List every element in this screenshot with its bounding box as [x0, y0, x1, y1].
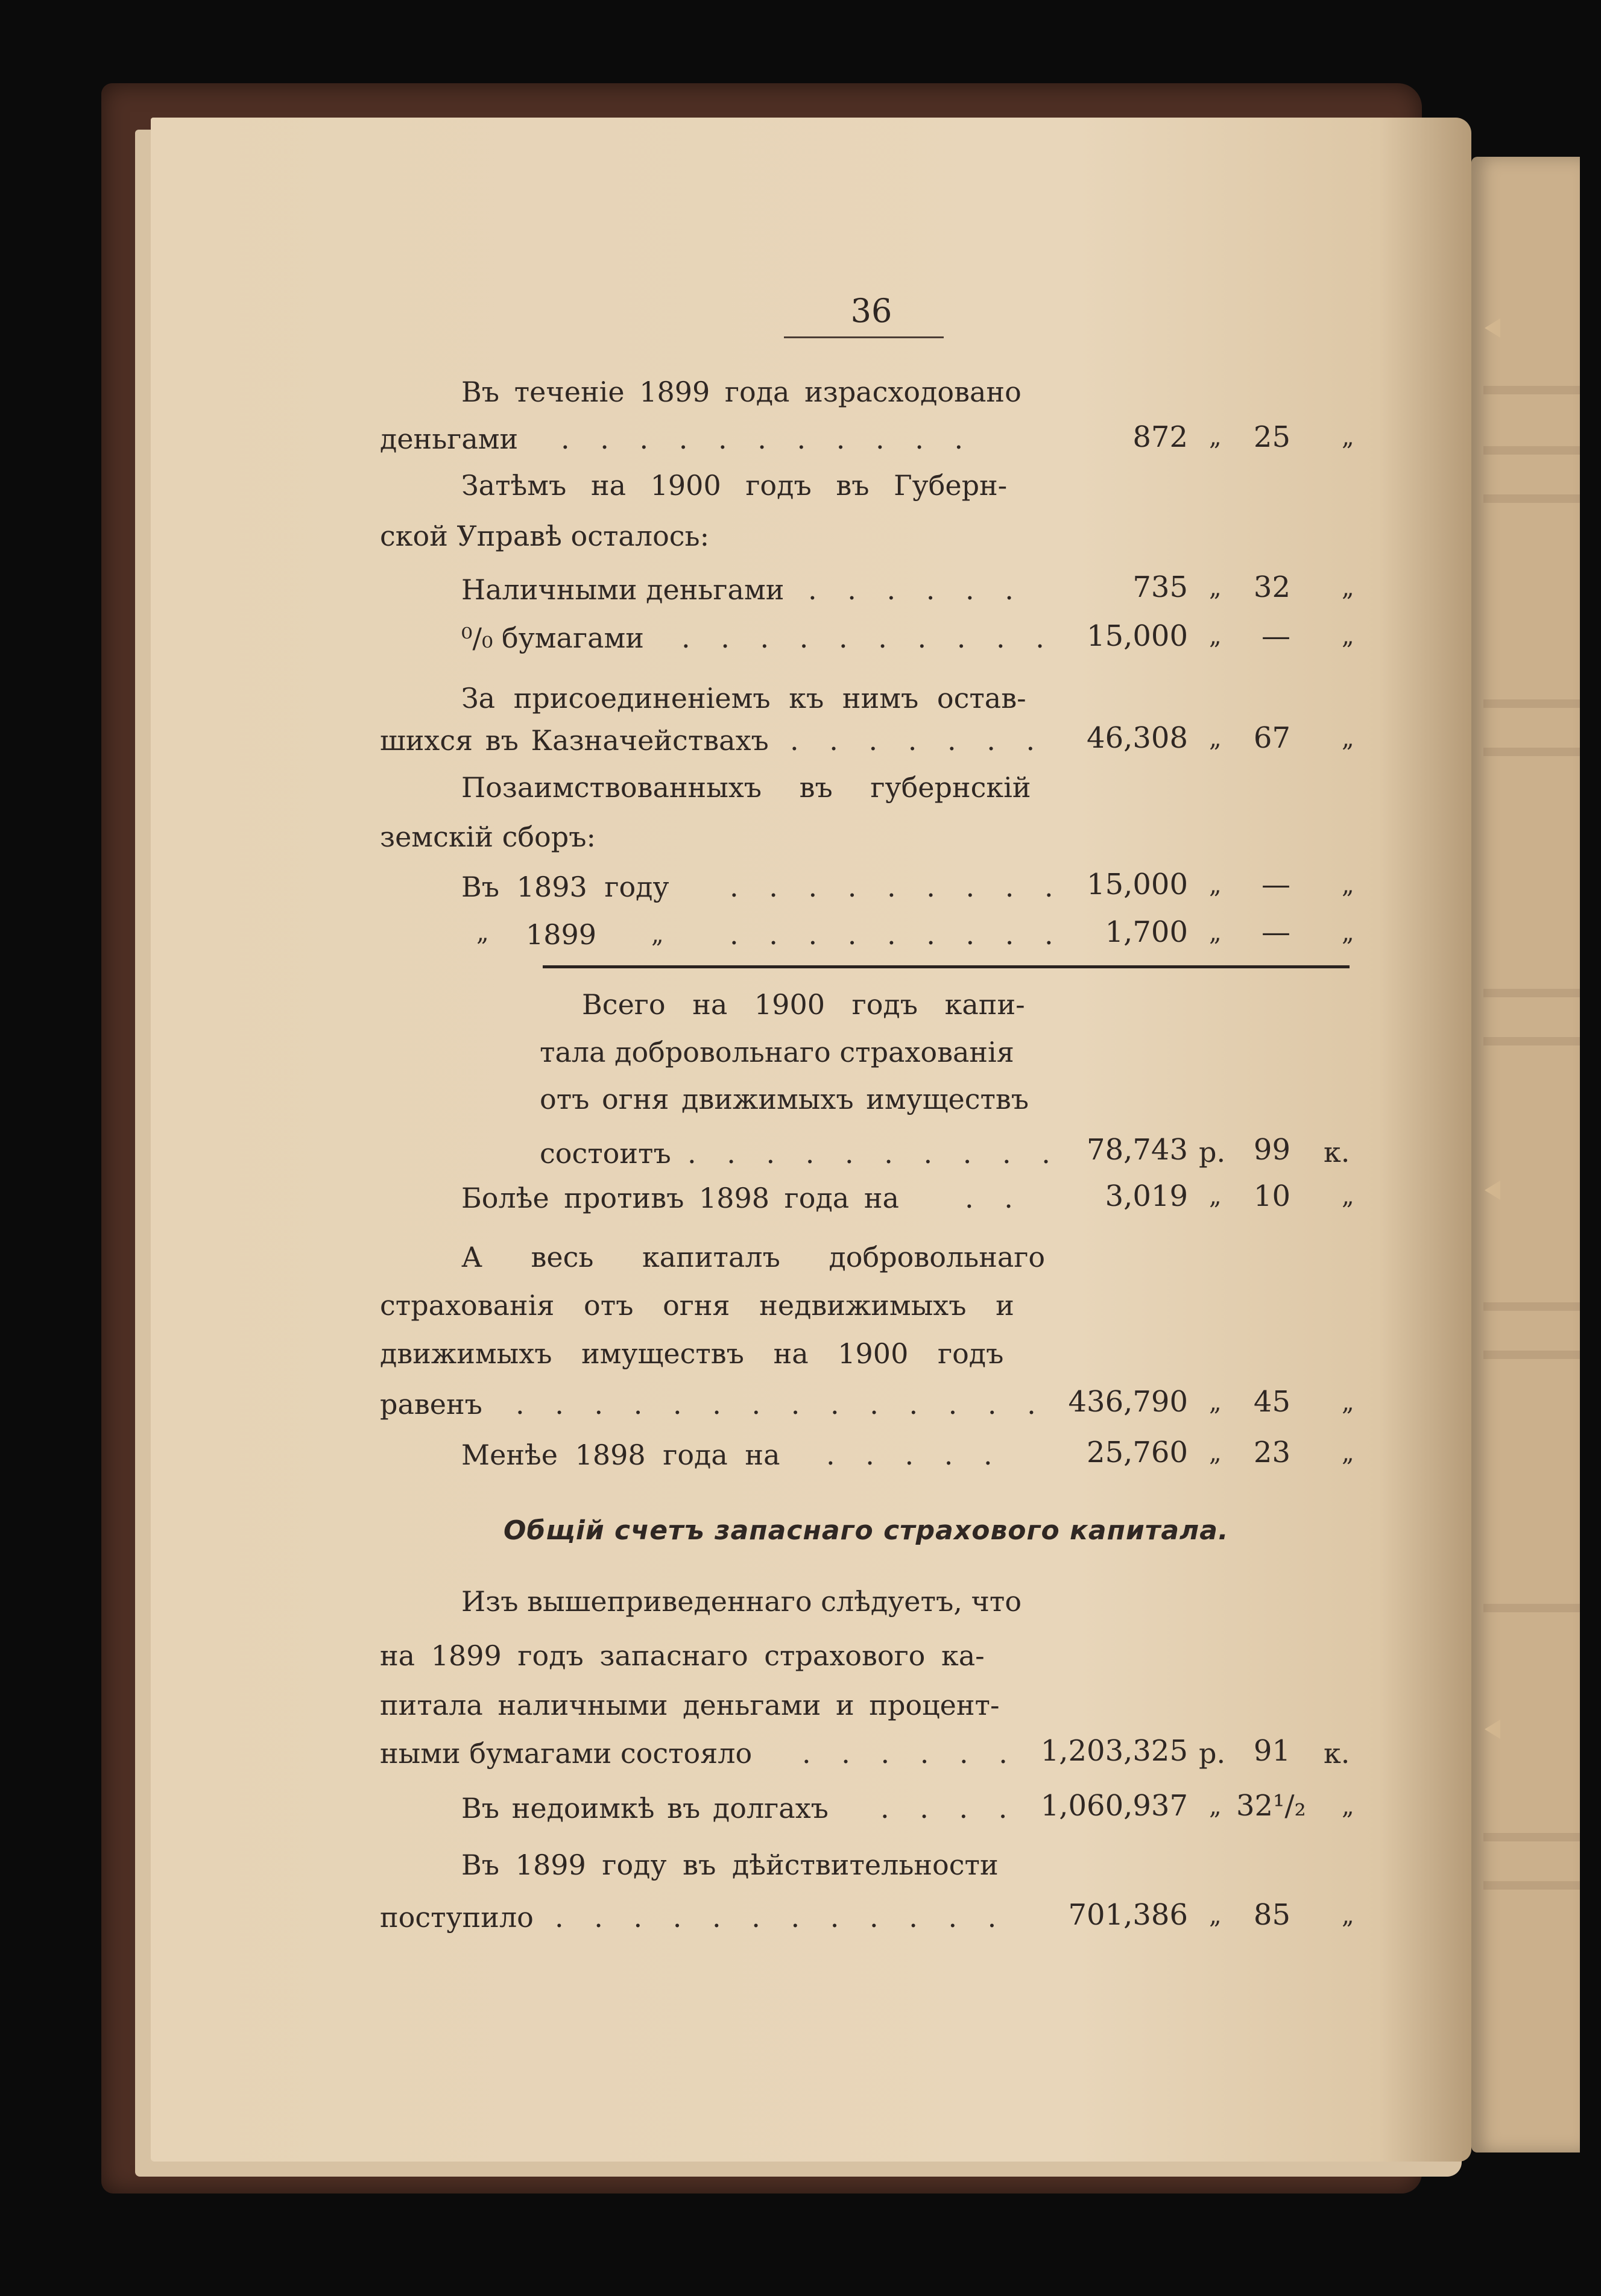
row-1893-sep: „: [1209, 871, 1222, 899]
row-1899-sep: „: [1209, 919, 1222, 947]
dot-leader: . . . . . . . . . . . .: [555, 1901, 1008, 1934]
row-arrears-sep: „: [1209, 1793, 1222, 1820]
dot-leader: . .: [965, 1182, 1024, 1214]
capital-line1: А весь капиталъ добровольнаго: [461, 1241, 1046, 1273]
page-number-rule: [784, 336, 944, 338]
dot-leader: . . . . . .: [808, 573, 1025, 606]
para2-line1: Затѣмъ на 1900 годъ въ Губерн-: [461, 469, 1008, 502]
sum-rule: [543, 965, 1350, 968]
dot-leader: . . . . . . . . . .: [687, 1137, 1061, 1170]
row-more-end: „: [1342, 1182, 1354, 1210]
received-line2: поступило: [380, 1901, 534, 1934]
row-spent-sep: „: [1209, 423, 1222, 451]
para1-line1: Въ теченіе 1899 года израсходовано: [461, 376, 1022, 408]
row-capital-end: „: [1342, 1389, 1354, 1416]
page-notch: [1485, 1181, 1500, 1200]
row-cash-sep: „: [1209, 574, 1222, 602]
row-less-amount: 25,760: [1087, 1436, 1188, 1469]
row-more-sep: „: [1209, 1182, 1222, 1210]
dot-leader: . . . . . . . . . .: [681, 622, 1055, 654]
row-papers-kop: —: [1262, 619, 1290, 653]
row-cash-kop: 32: [1253, 570, 1290, 604]
capital-line3: движимыхъ имуществъ на 1900 годъ: [380, 1337, 1004, 1370]
row-1899-kop: —: [1262, 915, 1290, 949]
row-received-end: „: [1342, 1902, 1354, 1929]
para4-line1: Позаимствованныхъ въ губернскій: [461, 771, 1031, 804]
row-total-end: к.: [1324, 1136, 1350, 1168]
section-heading: Общій счетъ запаснаго страхового капитала.: [504, 1515, 1229, 1546]
row-arrears-kop: 32¹/₂: [1236, 1789, 1306, 1823]
para2-line2: ской Управѣ осталось:: [380, 520, 710, 552]
reserve-line3: питала наличными деньгами и процент-: [380, 1689, 1000, 1721]
row-cash-amount: 735: [1132, 570, 1188, 604]
next-page-edge: [1471, 157, 1580, 2152]
row-received-kop: 85: [1253, 1898, 1290, 1932]
year1893-label: Въ 1893 году: [461, 871, 669, 903]
row-treasury-sep: „: [1209, 725, 1222, 752]
arrears-label: Въ недоимкѣ въ долгахъ: [461, 1792, 829, 1824]
reserve-line1: Изъ вышеприведеннаго слѣдуетъ, что: [461, 1585, 1022, 1618]
row-received-amount: 701,386: [1068, 1898, 1188, 1932]
row-papers-end: „: [1342, 622, 1354, 650]
row-1893-end: „: [1342, 871, 1354, 899]
para3-line2: шихся въ Казначействахъ: [380, 724, 769, 757]
more-label: Болѣе противъ 1898 года на: [461, 1182, 899, 1214]
row-capital-kop: 45: [1253, 1385, 1290, 1419]
row-reserve-kop: 91: [1253, 1734, 1290, 1768]
row-papers-amount: 15,000: [1087, 619, 1188, 653]
row-1893-amount: 15,000: [1087, 868, 1188, 901]
row-cash-end: „: [1342, 574, 1354, 602]
reserve-line2: на 1899 годъ запаснаго страхового ка-: [380, 1639, 985, 1672]
page-number: 36: [850, 292, 892, 330]
page-notch: [1485, 318, 1500, 338]
row-total-kop: 99: [1253, 1133, 1290, 1167]
row-more-amount: 3,019: [1105, 1179, 1188, 1213]
received-line1: Въ 1899 году въ дѣйствительности: [461, 1849, 999, 1881]
row-capital-sep: „: [1209, 1389, 1222, 1416]
row-less-kop: 23: [1253, 1436, 1290, 1469]
row-total-amount: 78,743: [1087, 1133, 1188, 1167]
row-treasury-amount: 46,308: [1087, 721, 1188, 755]
row-papers-sep: „: [1209, 622, 1222, 650]
row-less-sep: „: [1209, 1439, 1222, 1467]
row-received-sep: „: [1209, 1902, 1222, 1929]
cash-label: Наличными деньгами: [461, 573, 785, 606]
dot-leader: . . . . . . . . .: [730, 871, 1064, 903]
dot-leader: . . . . . . . . . . . . . .: [516, 1388, 1047, 1421]
total-line1: Всего на 1900 годъ капи-: [582, 988, 1025, 1021]
row-arrears-amount: 1,060,937: [1040, 1789, 1188, 1823]
less-label: Менѣе 1898 года на: [461, 1439, 780, 1471]
dot-leader: . . . . . . . . .: [730, 918, 1064, 951]
dot-leader: . . . .: [880, 1792, 1018, 1824]
year1899-ditto: „: [476, 919, 489, 947]
year1899-ditto2: „: [651, 921, 664, 948]
row-1893-kop: —: [1262, 868, 1290, 901]
row-capital-amount: 436,790: [1068, 1385, 1188, 1419]
row-spent-end: „: [1342, 423, 1354, 451]
total-line4: состоитъ: [540, 1137, 671, 1170]
row-total-unit: р.: [1199, 1136, 1226, 1168]
total-line2: тала добровольнаго страхованія: [540, 1036, 1014, 1068]
row-reserve-amount: 1,203,325: [1040, 1734, 1188, 1768]
row-treasury-kop: 67: [1253, 721, 1290, 755]
row-1899-amount: 1,700: [1105, 915, 1188, 949]
page-notch: [1485, 1720, 1500, 1739]
capital-line4: равенъ: [380, 1388, 482, 1421]
para3-line1: За присоединеніемъ къ нимъ остав-: [461, 682, 1026, 714]
row-reserve-end: к.: [1324, 1737, 1350, 1770]
row-arrears-end: „: [1342, 1793, 1354, 1820]
row-less-end: „: [1342, 1439, 1354, 1467]
dot-leader: . . . . .: [826, 1439, 1003, 1471]
dot-leader: . . . . . . . . . . .: [561, 423, 974, 455]
row-more-kop: 10: [1253, 1179, 1290, 1213]
para4-line2: земскій сборъ:: [380, 821, 596, 853]
papers-label: ⁰/₀ бумагами: [461, 622, 644, 654]
row-treasury-end: „: [1342, 725, 1354, 752]
row-1899-end: „: [1342, 919, 1354, 947]
para1-line2: деньгами: [380, 423, 519, 455]
row-spent-amount: 872: [1132, 420, 1188, 454]
reserve-line4: ными бумагами состояло: [380, 1737, 753, 1770]
dot-leader: . . . . . .: [802, 1737, 1018, 1770]
row-spent-kop: 25: [1253, 420, 1290, 454]
dot-leader: . . . . . . .: [790, 724, 1046, 757]
row-reserve-unit: р.: [1199, 1737, 1226, 1770]
capital-line2: страхованія отъ огня недвижимыхъ и: [380, 1289, 1014, 1322]
total-line3: отъ огня движимыхъ имуществъ: [540, 1083, 1029, 1115]
year1899-year: 1899: [526, 918, 597, 951]
